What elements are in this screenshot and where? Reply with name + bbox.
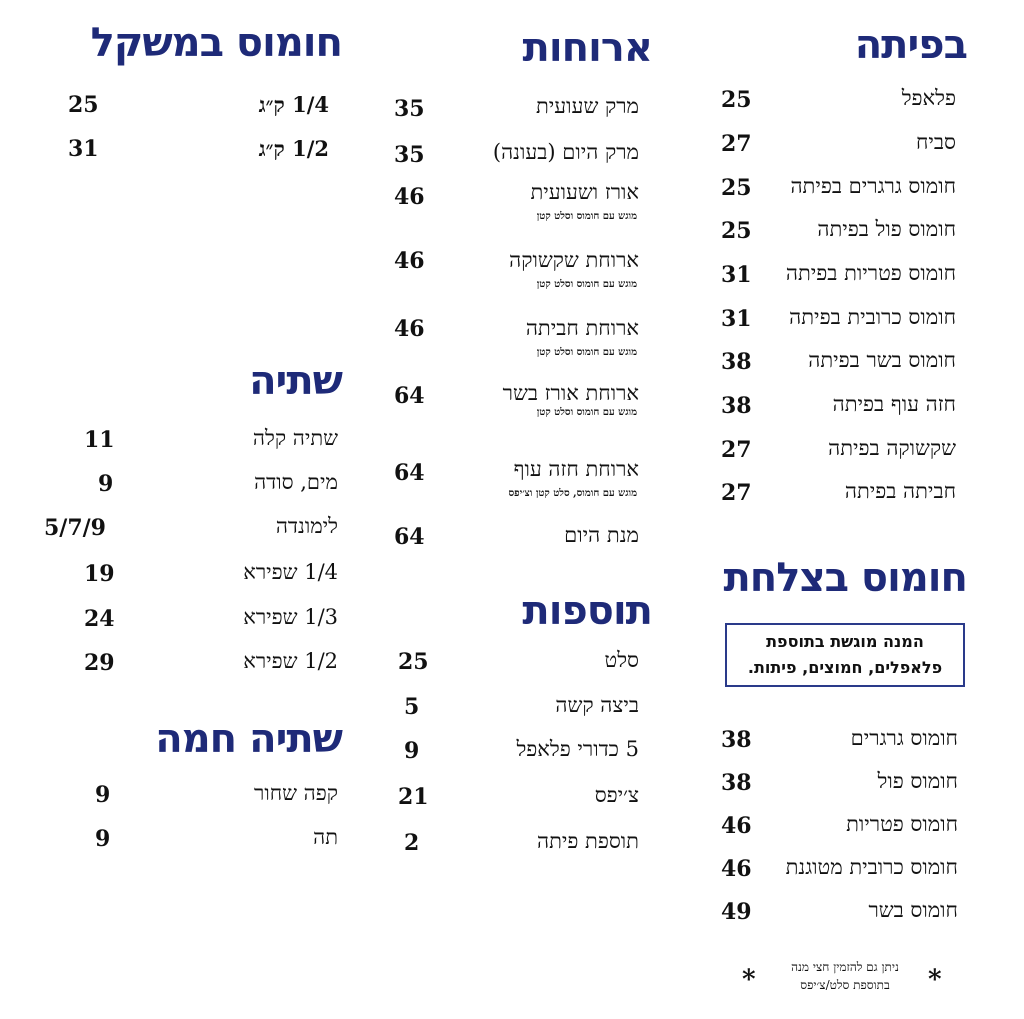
weight-item-name: 1/2 ק״ג [258, 136, 329, 161]
drink-item-price: 29 [84, 650, 115, 676]
drink-item-name: לימונדה [275, 514, 338, 538]
hot-drink-item-price: 9 [95, 782, 111, 808]
meals-section-title: ארוחות [522, 25, 652, 71]
weight-item-name: 1/4 ק״ג [258, 92, 329, 117]
meal-item-description: מוגש עם חומוס וסלט קטן [536, 407, 637, 418]
plate-item-name: חומוס פטריות [846, 812, 958, 836]
plate-item-name: חומוס כרובית מטוגנת [785, 855, 958, 879]
plate-item-name: חומוס בשר [868, 898, 958, 922]
pita-item-name: פלאפל [901, 86, 956, 110]
pita-item-name: חומוס בשר בפיתה [808, 348, 956, 372]
weight-item-price: 31 [68, 136, 99, 162]
drinks-section-title: שתיה [249, 358, 342, 404]
drink-item-name: 1/4 שפירא [243, 560, 338, 584]
hot-drink-item-price: 9 [95, 826, 111, 852]
meal-item-description: מוגש עם חומוס וסלט קטן [536, 211, 637, 222]
footnote-star-right: * [928, 965, 942, 995]
plate-note-box [725, 623, 965, 687]
drink-item-price: 19 [84, 561, 115, 587]
plate-footnote-line1: ניתן גם להזמין חצי מנה [791, 960, 899, 974]
meal-item-price: 46 [394, 316, 425, 342]
meal-item-price: 64 [394, 383, 425, 409]
weight-section-title: חומוס במשקל [90, 20, 342, 66]
extra-item-price: 21 [398, 784, 429, 810]
pita-item-price: 25 [721, 175, 752, 201]
meal-item-price: 35 [394, 96, 425, 122]
extra-item-name: 5 כדורי פלאפל [516, 737, 639, 761]
meal-item-name: מרק שעועית [535, 94, 639, 118]
extra-item-name: צ׳יפס [594, 783, 639, 807]
extra-item-price: 2 [404, 830, 420, 856]
pita-item-name: סביח [915, 130, 956, 154]
pita-item-name: חומוס כרובית בפיתה [789, 305, 956, 329]
meal-item-name: ארוחת חביתה [525, 316, 639, 340]
hot-drink-item-name: תה [313, 825, 338, 849]
pita-item-price: 38 [721, 393, 752, 419]
drink-item-name: 1/3 שפירא [243, 605, 338, 629]
pita-item-price: 25 [721, 87, 752, 113]
meal-item-name: מנת היום [564, 523, 639, 547]
extra-item-name: סלט [604, 648, 639, 672]
meal-item-price: 64 [394, 460, 425, 486]
plate-item-name: חומוס גרגרים [850, 726, 958, 750]
plate-item-price: 46 [721, 856, 752, 882]
pita-item-name: חזה עוף בפיתה [832, 392, 956, 416]
pita-item-price: 38 [721, 349, 752, 375]
drink-item-price: 11 [84, 427, 115, 453]
plate-item-name: חומוס פול [877, 769, 958, 793]
meal-item-description: מוגש עם חומוס וסלט קטן [536, 347, 637, 358]
plate-section-title: חומוס בצלחת [723, 555, 967, 601]
meal-item-description: מוגש עם חומוס וסלט קטן [536, 279, 637, 290]
plate-item-price: 38 [721, 727, 752, 753]
meal-item-price: 46 [394, 248, 425, 274]
extra-item-name: ביצה קשה [555, 693, 639, 717]
hot-drink-item-name: קפה שחור [254, 781, 338, 805]
pita-item-price: 27 [721, 131, 752, 157]
pita-item-price: 27 [721, 480, 752, 506]
pita-item-name: חומוס פטריות בפיתה [785, 261, 956, 285]
plate-item-price: 38 [721, 770, 752, 796]
plate-item-price: 49 [721, 899, 752, 925]
meal-item-name: מרק היום (בעונה) [492, 140, 639, 164]
extras-section-title: תוספות [522, 588, 652, 634]
drink-item-name: 1/2 שפירא [243, 649, 338, 673]
extra-item-price: 9 [404, 738, 420, 764]
footnote-star-left: * [742, 965, 756, 995]
drink-item-name: שתיה קלה [252, 426, 338, 450]
meal-item-price: 35 [394, 142, 425, 168]
hot-drinks-section-title: שתיה חמה [155, 716, 342, 762]
plate-footnote-line2: בתוספת סלט/צ׳יפס [800, 978, 890, 992]
plate-footnote [765, 958, 925, 994]
meal-item-name: אורז ושעועית [530, 180, 639, 204]
meal-item-name: ארוחת שקשוקה [509, 248, 639, 272]
pita-item-price: 31 [721, 262, 752, 288]
meal-item-price: 46 [394, 184, 425, 210]
drink-item-price: 9 [98, 471, 114, 497]
drink-item-name: מים, סודה [254, 470, 338, 494]
drink-item-price: 5/7/9 [44, 515, 106, 541]
plate-note-line1: המנה מוגשת בתוספת [766, 632, 924, 651]
meal-item-description: מוגש עם חומוס, סלט קטן וצ׳יפס [508, 488, 637, 499]
pita-item-name: חומוס פול בפיתה [817, 217, 956, 241]
pita-section-title: בפיתה [854, 22, 967, 68]
weight-item-price: 25 [68, 92, 99, 118]
drink-item-price: 24 [84, 606, 115, 632]
pita-item-price: 25 [721, 218, 752, 244]
meal-item-name: ארוחת חזה עוף [513, 457, 639, 481]
meal-item-name: ארוחת אורז בשר [502, 381, 639, 405]
plate-note-line2: פלאפלים, חמוצים, פיתות. [747, 658, 943, 677]
pita-item-price: 27 [721, 437, 752, 463]
extra-item-price: 25 [398, 649, 429, 675]
pita-item-name: חומוס גרגרים בפיתה [790, 174, 956, 198]
extra-item-name: תוספת פיתה [536, 829, 639, 853]
pita-item-name: חביתה בפיתה [844, 479, 956, 503]
pita-item-name: שקשוקה בפיתה [828, 436, 956, 460]
plate-item-price: 46 [721, 813, 752, 839]
meal-item-price: 64 [394, 524, 425, 550]
pita-item-price: 31 [721, 306, 752, 332]
extra-item-price: 5 [404, 694, 420, 720]
